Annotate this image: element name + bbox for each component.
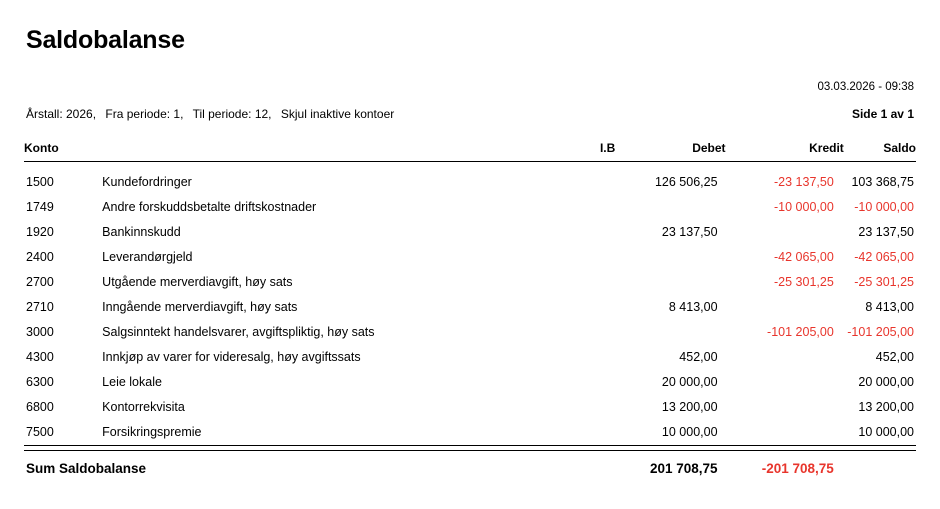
- cell-saldo: -25 301,25: [854, 275, 914, 289]
- cell-account-name: Inngående merverdiavgift, høy sats: [102, 300, 298, 314]
- cell-debet: [615, 245, 725, 270]
- cell-debet: 452,00: [679, 350, 718, 364]
- cell-debet: 8 413,00: [668, 300, 718, 314]
- cell-ib: [505, 162, 615, 195]
- cell-ib: [505, 295, 615, 320]
- cell-debet: 13 200,00: [661, 400, 718, 414]
- cell-kredit: -42 065,00: [774, 250, 834, 264]
- cell-account-name: Andre forskuddsbetalte driftskostnader: [102, 200, 317, 214]
- cell-kredit: [726, 370, 844, 395]
- cell-ib: [505, 245, 615, 270]
- total-kredit: -201 708,75: [761, 460, 834, 476]
- total-debet: 201 708,75: [649, 460, 718, 476]
- cell-kredit: -23 137,50: [774, 175, 834, 189]
- column-header-konto: Konto: [24, 141, 59, 155]
- cell-account-name: Bankinnskudd: [102, 225, 181, 239]
- cell-saldo: -101 205,00: [847, 325, 914, 339]
- cell-saldo: 10 000,00: [858, 425, 914, 439]
- cell-ib: [505, 270, 615, 295]
- cell-saldo: -10 000,00: [854, 200, 914, 214]
- table-row: [24, 245, 916, 270]
- table-row: [24, 195, 916, 220]
- cell-saldo: -42 065,00: [854, 250, 914, 264]
- cell-debet: [615, 320, 725, 345]
- cell-konto: 4300: [26, 350, 54, 364]
- cell-saldo: 20 000,00: [858, 375, 914, 389]
- param-hide-inactive: Skjul inaktive kontoer: [280, 107, 395, 121]
- cell-kredit: -101 205,00: [767, 325, 834, 339]
- cell-saldo: 23 137,50: [858, 225, 914, 239]
- cell-kredit: [726, 420, 844, 446]
- cell-saldo: 8 413,00: [865, 300, 914, 314]
- cell-konto: 6300: [26, 375, 54, 389]
- cell-saldo: 452,00: [875, 350, 914, 364]
- param-from-period: Fra periode: 1,: [105, 107, 184, 121]
- cell-account-name: Utgående merverdiavgift, høy sats: [102, 275, 293, 289]
- cell-saldo: 13 200,00: [858, 400, 914, 414]
- table-footer: [24, 445, 916, 476]
- cell-debet: 10 000,00: [661, 425, 718, 439]
- cell-kredit: -25 301,25: [774, 275, 834, 289]
- column-header-ib: I.B: [599, 141, 616, 155]
- cell-konto: 6800: [26, 400, 54, 414]
- cell-ib: [505, 320, 615, 345]
- cell-account-name: Leie lokale: [102, 375, 162, 389]
- cell-ib: [505, 420, 615, 446]
- cell-ib: [505, 395, 615, 420]
- cell-konto: 2710: [26, 300, 54, 314]
- saldobalanse-table: [24, 141, 916, 476]
- table-row: [24, 420, 916, 446]
- table-row: [24, 370, 916, 395]
- cell-debet: 23 137,50: [661, 225, 718, 239]
- table-row: [24, 162, 916, 195]
- column-header-kredit: Kredit: [809, 141, 844, 155]
- table-row: [24, 220, 916, 245]
- table-row: [24, 320, 916, 345]
- cell-konto: 1749: [26, 200, 54, 214]
- total-label: Sum Saldobalanse: [26, 460, 147, 476]
- cell-konto: 2400: [26, 250, 54, 264]
- cell-ib: [505, 370, 615, 395]
- table-row: [24, 295, 916, 320]
- table-header-row: [24, 141, 916, 162]
- total-saldo: [844, 450, 916, 476]
- report-parameters: [26, 107, 400, 121]
- cell-ib: [505, 220, 615, 245]
- cell-debet: 126 506,25: [654, 175, 718, 189]
- param-to-period: Til periode: 12,: [192, 107, 272, 121]
- param-year: Årstall: 2026,: [26, 107, 97, 121]
- cell-kredit: [726, 295, 844, 320]
- table-row: [24, 270, 916, 295]
- cell-konto: 1500: [26, 175, 54, 189]
- page-title: Saldobalanse: [26, 26, 185, 54]
- params-row: [24, 107, 916, 127]
- column-header-saldo: Saldo: [883, 141, 916, 155]
- table-body: [24, 162, 916, 446]
- cell-konto: 1920: [26, 225, 54, 239]
- cell-account-name: Innkjøp av varer for videresalg, høy avgiftssats: [102, 350, 361, 364]
- table-header: [24, 141, 916, 162]
- cell-konto: 2700: [26, 275, 54, 289]
- cell-account-name: Kontorrekvisita: [102, 400, 185, 414]
- table-row: [24, 395, 916, 420]
- cell-kredit: [726, 395, 844, 420]
- cell-ib: [505, 345, 615, 370]
- total-row: [24, 450, 916, 476]
- cell-kredit: [726, 345, 844, 370]
- cell-account-name: Kundefordringer: [102, 175, 192, 189]
- report-timestamp: 03.03.2026 - 09:38: [817, 81, 914, 93]
- table-row: [24, 345, 916, 370]
- cell-account-name: Forsikringspremie: [102, 425, 202, 439]
- cell-account-name: Salgsinntekt handelsvarer, avgiftspliktig, høy sats: [102, 325, 375, 339]
- cell-konto: 7500: [26, 425, 54, 439]
- cell-saldo: 103 368,75: [851, 175, 914, 189]
- meta-row: [24, 81, 916, 99]
- cell-debet: 20 000,00: [661, 375, 718, 389]
- column-header-debet: Debet: [692, 141, 726, 155]
- cell-debet: [615, 195, 725, 220]
- column-header-name: [102, 141, 505, 162]
- cell-konto: 3000: [26, 325, 54, 339]
- cell-ib: [505, 195, 615, 220]
- cell-account-name: Leverandørgjeld: [102, 250, 193, 264]
- cell-kredit: -10 000,00: [774, 200, 834, 214]
- cell-debet: [615, 270, 725, 295]
- cell-kredit: [726, 220, 844, 245]
- page-number: Side 1 av 1: [851, 107, 914, 121]
